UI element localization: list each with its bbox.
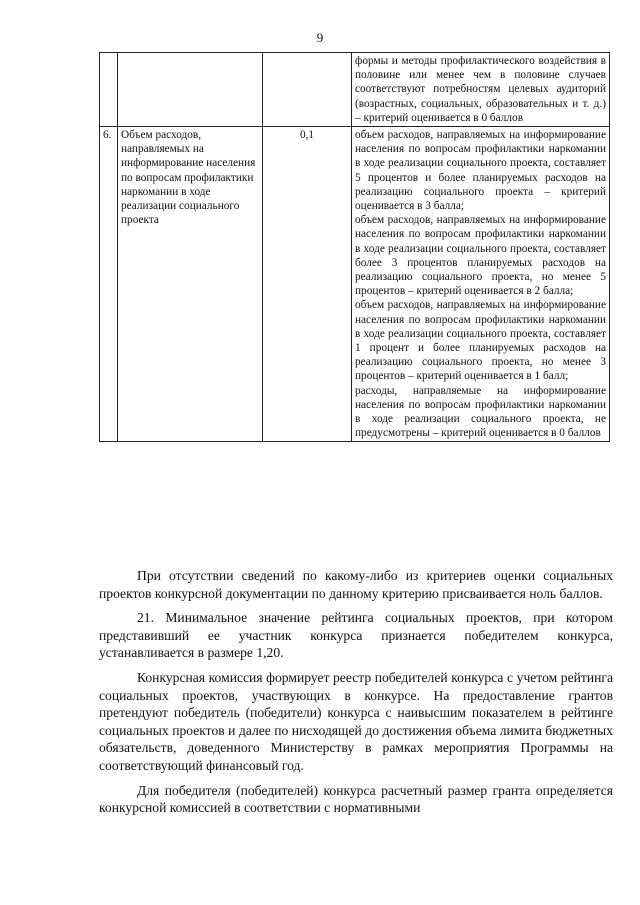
table-row-6 (100, 127, 610, 442)
table-row-continued (100, 53, 610, 127)
cell-number-empty (100, 53, 118, 127)
scoring-option-3: объем расходов, направляемых на информирование населения по вопросам профилактики наркомании в ходе реализации социального проекта, составляет 5 процентов и более планируемых расходов на реализацию социального проекта – критерий оценивается в 3 балла; (355, 129, 606, 213)
cell-scoring-description (352, 127, 610, 442)
paragraph-grant-size: Для победителя (победителей) конкурса расчетный размер гранта определяется конкурсной комиссией в соответствии с нормативными (99, 782, 613, 816)
cell-weight: 0,1 (263, 127, 352, 442)
page-number: 9 (316, 30, 324, 45)
paragraph-registry: Конкурсная комиссия формирует реестр победителей конкурса с учетом рейтинга социальных проектов, участвующих в конкурсе. На предоставление грантов претендуют победитель (победители) конкурса с наивысшим показателем в рейтинге социальных проектов и далее по нисходящей до достижения объема лимита бюджетных обязательств, доведенного Министерству в рамках мероприятия Программы на соответствующий финансовый год. (99, 669, 613, 773)
cell-name-empty (118, 53, 263, 127)
scoring-option-0: расходы, направляемые на информирование населения по вопросам профилактики наркомании в ходе реализации социального проекта, не предусмотрены – критерий оценивается в 0 баллов (355, 384, 606, 440)
paragraph-no-data: При отсутствии сведений по какому-либо из критериев оценки социальных проектов конкурсной документации по данному критерию присваивается ноль баллов. (99, 568, 613, 601)
criteria-table (99, 52, 610, 442)
criterion-description: формы и методы профилактического воздействия в половине или менее чем в половине случаев соответствуют потребностям целевых аудиторий (возрастных, социальных, образовательных и т. д.) – критерий оценивается в 0 баллов (355, 55, 606, 124)
scoring-option-2: объем расходов, направляемых на информирование населения по вопросам профилактики наркомании в ходе реализации социального проекта, составляет более 3 процентов планируемых расходов на реализацию социального проекта, но менее 5 процентов – критерий оценивается в 2 балла; (355, 214, 606, 298)
cell-number: 6. (100, 127, 118, 442)
cell-criterion-name: Объем расходов, направляемых на информирование населения по вопросам профилактики наркомании в ходе реализации социального проекта (118, 127, 263, 442)
cell-weight-empty (263, 53, 352, 127)
paragraph-21-min-rating: 21. Минимальное значение рейтинга социальных проектов, при котором представивший ее участник конкурса признается победителем конкурса, устанавливается в размере 1,20. (99, 610, 613, 661)
body-text (99, 567, 613, 824)
cell-description (352, 53, 610, 127)
scoring-option-1: объем расходов, направляемых на информирование населения по вопросам профилактики наркомании в ходе реализации социального проекта, составляет 1 процент и более планируемых расходов на реализацию социального проекта, но менее 3 процентов – критерий оценивается в 1 балл; (355, 299, 606, 383)
